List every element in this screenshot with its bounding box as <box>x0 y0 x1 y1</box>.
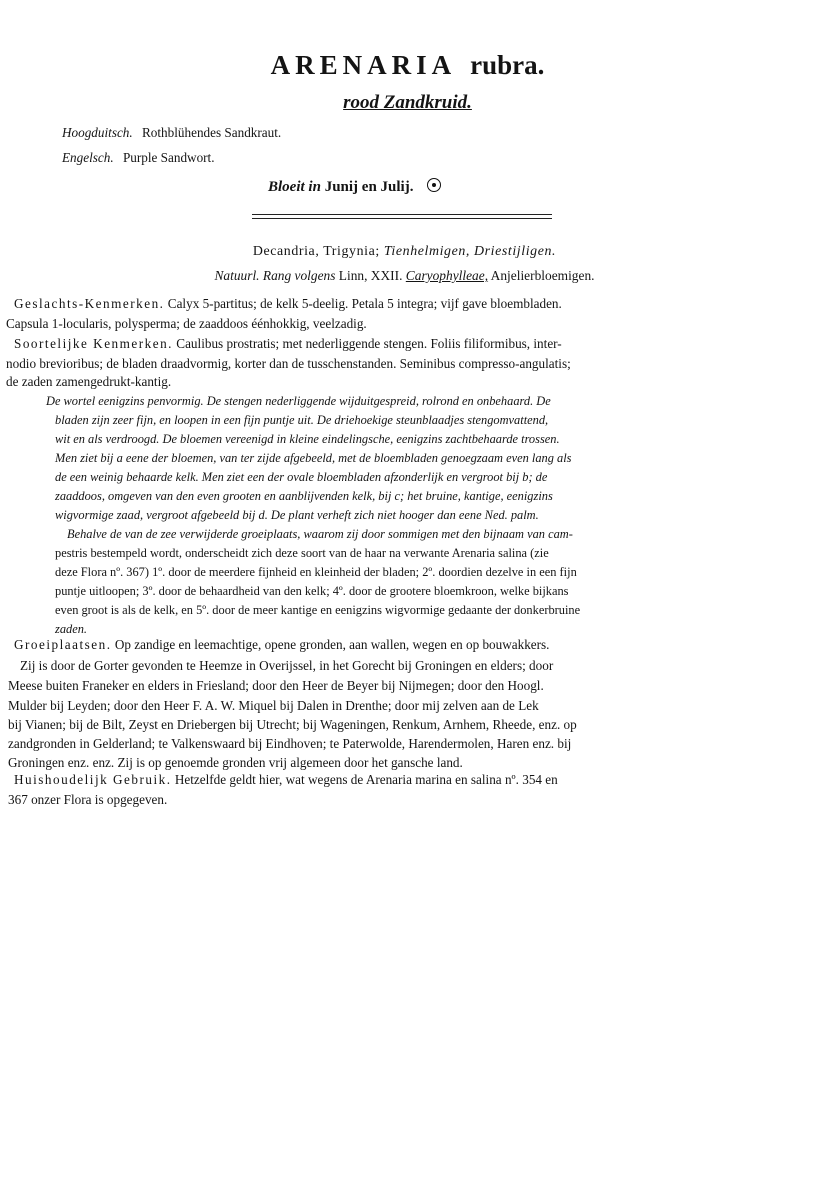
species-name: rubra. <box>470 50 545 80</box>
habitat-line: Zij is door de Gorter gevonden te Heemze in Overijssel, in het Gorecht bij Groningen en elders; door <box>20 658 554 673</box>
description-line: Men ziet bij a eene der bloemen, van ter zijde afgebeeld, met de bloembladen genoegzaam even lang als <box>55 451 572 465</box>
family-name: Caryophylleae, <box>405 268 489 283</box>
german-label: Hoogduitsch. <box>62 125 133 140</box>
habitat-line: Meese buiten Franeker en elders in Friesland; door den Heer de Beyer bij Nijmegen; door den Hoogl. <box>8 678 544 693</box>
natural-ref: Linn, XXII. <box>338 268 403 283</box>
german-name-line <box>62 125 281 141</box>
species-characters-line2: nodio brevioribus; de bladen draadvormig, korter dan de tusschenstanden. Seminibus compresso-angulatis; <box>6 356 571 371</box>
natural-label: Natuurl. Rang volgens <box>214 268 336 283</box>
habitat-line: zandgronden in Gelderland; te Valkenswaard bij Eindhoven; te Paterwolde, Harendermolen, Haren enz. bij <box>8 736 572 751</box>
description-line: pestris bestempeld wordt, onderscheidt zich deze soort van de haar na verwante Arenaria salina (zie <box>55 546 549 560</box>
classification-line <box>0 244 809 260</box>
description-line: De wortel eenigzins penvormig. De stengen nederliggende wijduitgespreid, rolrond en onbehaard. De <box>46 394 551 408</box>
habitat-line: bij Vianen; bij de Bilt, Zeyst en Driebergen bij Utrecht; bij Wageningen, Renkum, Arnhem, Rheede, enz. op <box>8 717 577 732</box>
description-line: bladen zijn zeer fijn, en loopen in een fijn puntje uit. De driehoekige steunblaadjes stengomvattend, <box>55 413 549 427</box>
description-line: deze Flora nº. 367) 1º. door de meerdere fijnheid en kleinheid der bladen; 2º. doordien dezelve in een fijn <box>55 565 577 579</box>
household-text: Hetzelfde geldt hier, wat wegens de Arenaria marina en salina nº. 354 en <box>174 772 558 787</box>
english-name-line <box>62 150 215 166</box>
family-dutch: Anjelierbloemigen. <box>490 268 595 283</box>
natural-rank-line <box>0 268 809 284</box>
page-title <box>0 50 815 81</box>
german-name: Rothblühendes Sandkraut. <box>142 125 282 140</box>
bloom-text: Bloeit in <box>268 179 321 195</box>
description-line: Behalve de van de zee verwijderde groeiplaats, waarom zij door sommigen met den bijnaam van cam- <box>67 527 573 541</box>
species-characters-line1 <box>14 336 562 352</box>
bloom-line <box>268 178 441 196</box>
household-line2: 367 onzer Flora is opgegeven. <box>8 792 168 807</box>
household-label: Huishoudelijk Gebruik. <box>14 772 172 787</box>
habitat-line1 <box>14 637 549 653</box>
habitat-label: Groeiplaatsen. <box>14 637 112 652</box>
household-line1 <box>14 772 558 788</box>
description-line: de een weinig behaarde kelk. Men ziet een der ovale bloembladen afzonderlijk en vergroot bij b; de <box>55 470 548 484</box>
habitat-line: Mulder bij Leyden; door den Heer F. A. W. Miquel bij Dalen in Drenthe; door mij zelven aan de Lek <box>8 698 539 713</box>
linnaean-system-dutch: Tienhelmigen, Driestijligen. <box>383 244 557 259</box>
genus-characters-line2: Capsula 1-locularis, polysperma; de zaaddoos éénhokkig, veelzadig. <box>6 316 367 331</box>
english-name: Purple Sandwort. <box>122 150 215 165</box>
annual-symbol-icon <box>427 178 441 192</box>
habitat-text: Op zandige en leemachtige, opene gronden, aan wallen, wegen en op bouwakkers. <box>114 637 550 652</box>
english-label: Engelsch. <box>62 150 114 165</box>
description-line: wit en als verdroogd. De bloemen vereenigd in kleine eindelingsche, eenigzins zachtbehaarde trossen. <box>55 432 560 446</box>
divider-bottom <box>252 218 552 219</box>
description-line: zaaddoos, omgeven van den even grooten en aanblijvenden kelk, bij c; het bruine, kantige, eenigzins <box>55 489 553 503</box>
description-line: puntje uitloopen; 3º. door de behaardheid van den kelk; 4º. door de grootere bloemkroon, welke bijkans <box>55 584 569 598</box>
genus-characters-text: Calyx 5-partitus; de kelk 5-deelig. Petala 5 integra; vijf gave bloembladen. <box>167 296 562 311</box>
dutch-name: rood Zandkruid. <box>343 92 472 113</box>
description-line: zaden. <box>55 622 88 636</box>
species-characters-text: Caulibus prostratis; met nederliggende stengen. Foliis filiformibus, inter- <box>176 336 562 351</box>
species-characters-label: Soortelijke Kenmerken. <box>14 336 173 351</box>
description-line: wigvormige zaad, vergroot afgebeeld bij d. De plant verheft zich niet hooger dan eene Ned. palm. <box>55 508 539 522</box>
genus-name: ARENARIA <box>270 50 457 80</box>
genus-characters-line1 <box>14 296 562 312</box>
divider-top <box>252 214 552 215</box>
species-characters-line3: de zaden zamengedrukt-kantig. <box>6 374 172 389</box>
description-line: even groot is als de kelk, en 5º. door de meer kantige en eenigzins wigvormige gedaante der donkerbruine <box>55 603 581 617</box>
genus-characters-label: Geslachts-Kenmerken. <box>14 296 165 311</box>
bloom-months: Junij en Julij. <box>324 179 414 195</box>
linnaean-system: Decandria, Trigynia; <box>252 244 380 259</box>
habitat-line: Groningen enz. enz. Zij is op genoemde gronden vrij algemeen door het gansche land. <box>8 755 463 770</box>
